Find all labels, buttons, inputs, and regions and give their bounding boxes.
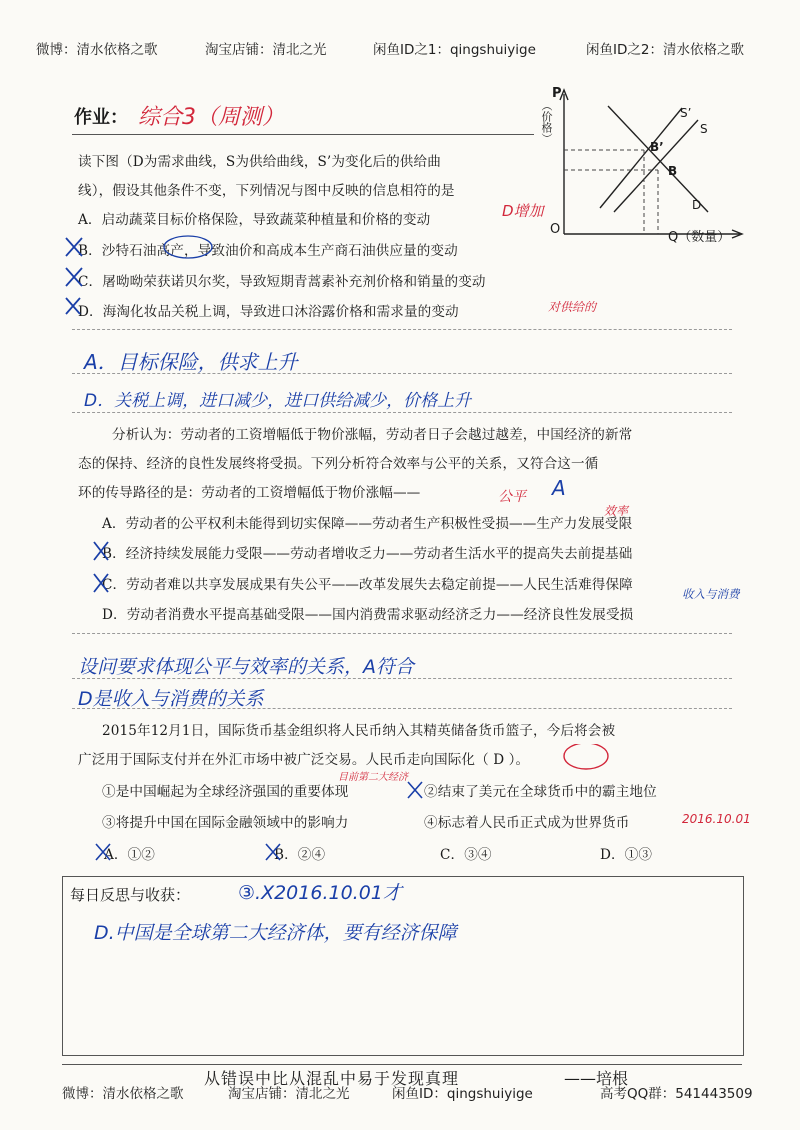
graph-s-prime-label: S’ xyxy=(680,106,692,120)
answer-circle-icon xyxy=(564,744,608,769)
header-xianyu-2: 闲鱼ID之2：清水依格之歌 xyxy=(586,42,744,58)
homework-label: 作业： xyxy=(74,107,128,128)
q1-note-1: A．目标保险，供求上升 xyxy=(84,350,298,374)
footer-signature: ——培根 xyxy=(564,1069,629,1088)
q3-item2: ②结束了美元在全球货币中的霸主地位 xyxy=(424,784,657,800)
circle-mark-icon xyxy=(164,236,212,258)
homework-handwritten-title: 综合3（周测） xyxy=(138,105,284,130)
q3-choice-c: C．③④ xyxy=(440,847,492,863)
q3-item3: ③将提升中国在国际金融领域中的影响力 xyxy=(102,815,349,831)
footer-rule xyxy=(62,1064,742,1065)
graph-s-label: S xyxy=(700,122,708,136)
graph-d-label: D xyxy=(692,198,702,212)
q2-annotation-d: 收入与消费 xyxy=(682,587,740,601)
q2-annotation-efficiency: 效率 xyxy=(604,504,629,518)
q3-choice-a: A．①② xyxy=(104,847,155,863)
q2-answer-mark: A xyxy=(552,476,566,500)
cross-mark-c-icon xyxy=(66,268,82,286)
graph-origin: O xyxy=(550,222,561,237)
cross-mark-b-icon xyxy=(94,542,108,560)
q2-line1: 分析认为：劳动者的工资增幅低于物价涨幅，劳动者日子会越过越差，中国经济的新常 xyxy=(112,427,633,443)
footer-xianyu: 闲鱼ID：qingshuiyige xyxy=(392,1086,533,1102)
q2-annotation-fairness: 公平 xyxy=(498,489,526,505)
q2-option-d: D．劳动者消费水平提高基础受限——国内消费需求驱动经济乏力——经济良性发展受损 xyxy=(102,607,634,623)
q1-option-c: C．屠呦呦荣获诺贝尔奖，导致短期青蒿素补充剂价格和销量的变动 xyxy=(78,274,486,290)
supply-prime-curve xyxy=(600,108,682,208)
reflection-title: 每日反思与收获： xyxy=(70,886,191,904)
header-weibo: 微博：清水依格之歌 xyxy=(36,42,158,58)
graph-p-label: P xyxy=(552,86,562,101)
supply-curve xyxy=(614,120,698,212)
reflection-line1: ③.X2016.10.01才 xyxy=(238,882,402,904)
rule-5 xyxy=(72,678,732,679)
header-taobao: 淘宝店铺：清北之光 xyxy=(205,42,327,58)
graph-q-label: Q（数量） xyxy=(668,230,731,245)
q3-choice-d: D．①③ xyxy=(600,847,653,863)
cross-mark-c-icon xyxy=(94,574,108,592)
footer-taobao: 淘宝店铺：清北之光 xyxy=(228,1086,350,1102)
q1-note-2: D．关税上调，进口减少，进口供给减少，价格上升 xyxy=(84,391,472,411)
q3-item1: ①是中国崛起为全球经济强国的重要体现 xyxy=(102,784,349,800)
cross-mark-b-icon xyxy=(66,238,82,256)
q2-option-b: B．经济持续发展能力受限——劳动者增收乏力——劳动者生活水平的提高失去前提基础 xyxy=(102,546,633,562)
q3-item4: ④标志着人民币正式成为世界货币 xyxy=(424,815,630,831)
cross-mark-item2-icon xyxy=(408,782,422,798)
q2-note-1: 设问要求体现公平与效率的关系，A符合 xyxy=(78,656,414,678)
rule-2 xyxy=(72,373,732,374)
reflection-line2: D.中国是全球第二大经济体，要有经济保障 xyxy=(94,922,457,944)
rule-1 xyxy=(72,329,732,330)
q1-option-a: A．启动蔬菜目标价格保险，导致蔬菜种植量和价格的变动 xyxy=(78,212,431,228)
q1-option-b: B．沙特石油高产，导致油价和高成本生产商石油供应量的变动 xyxy=(78,243,458,259)
rule-4 xyxy=(72,633,732,634)
q1-option-d: D．海淘化妆品关税上调，导致进口沐浴露价格和需求量的变动 xyxy=(78,304,459,320)
cross-mark-choice-b-icon xyxy=(266,844,280,860)
q1-stem-line2: 线），假设其他条件不变，下列情况与图中反映的信息相符的是 xyxy=(78,183,455,199)
footer-motto: 从错误中比从混乱中易于发现真理 xyxy=(204,1069,460,1088)
graph-b-label: B xyxy=(668,164,678,178)
supply-demand-graph xyxy=(540,84,770,254)
q3-annotation-date: 2016.10.01 xyxy=(682,812,751,826)
header-xianyu-1: 闲鱼ID之1：qingshuiyige xyxy=(373,42,536,58)
q3-line2: 广泛用于国际支付并在外汇市场中被广泛交易。人民币走向国际化（ D ）。 xyxy=(78,752,530,768)
q2-line3: 环的传导路径的是：劳动者的工资增幅低于物价涨幅—— xyxy=(78,485,421,501)
cross-mark-d-icon xyxy=(66,298,80,314)
q3-annotation-item1: 目前第二大经济 xyxy=(338,772,408,783)
graph-b-prime-label: B’ xyxy=(650,140,664,154)
q2-cross-marks xyxy=(88,536,148,600)
cross-mark-choice-a-icon xyxy=(96,844,110,860)
q3-choice-b: B．②④ xyxy=(274,847,326,863)
demand-curve xyxy=(608,106,708,212)
q1-stem-line1: 读下图（D为需求曲线，S为供给曲线，S’为变化后的供给曲 xyxy=(78,154,441,170)
rule-3 xyxy=(72,412,732,413)
q2-option-a: A．劳动者的公平权利未能得到切实保障——劳动者生产积极性受损——生产力发展受限 xyxy=(102,516,633,532)
q2-note-2: D是收入与消费的关系 xyxy=(78,688,264,710)
q2-line2: 态的保持、经济的良性发展终将受损。下列分析符合效率与公平的关系，又符合这一循 xyxy=(78,456,599,472)
q2-option-c: C．劳动者难以共享发展成果有失公平——改革发展失去稳定前提——人民生活难得保障 xyxy=(102,577,633,593)
q1-annotation-a: D增加 xyxy=(502,202,544,220)
q1-annotation-d: 对供给的 xyxy=(548,300,597,314)
graph-p-sub: （价格） xyxy=(540,100,553,144)
q3-line1: 2015年12月1日，国际货币基金组织将人民币纳入其精英储备货币篮子，今后将会被 xyxy=(102,723,616,739)
rule-6 xyxy=(72,708,732,709)
footer-weibo: 微博：清水依格之歌 xyxy=(62,1086,184,1102)
q1-cross-marks xyxy=(60,228,240,328)
title-underline xyxy=(72,134,534,135)
footer-qq-group: 高考QQ群：541443509 xyxy=(600,1086,753,1102)
q3-marks xyxy=(90,744,653,866)
